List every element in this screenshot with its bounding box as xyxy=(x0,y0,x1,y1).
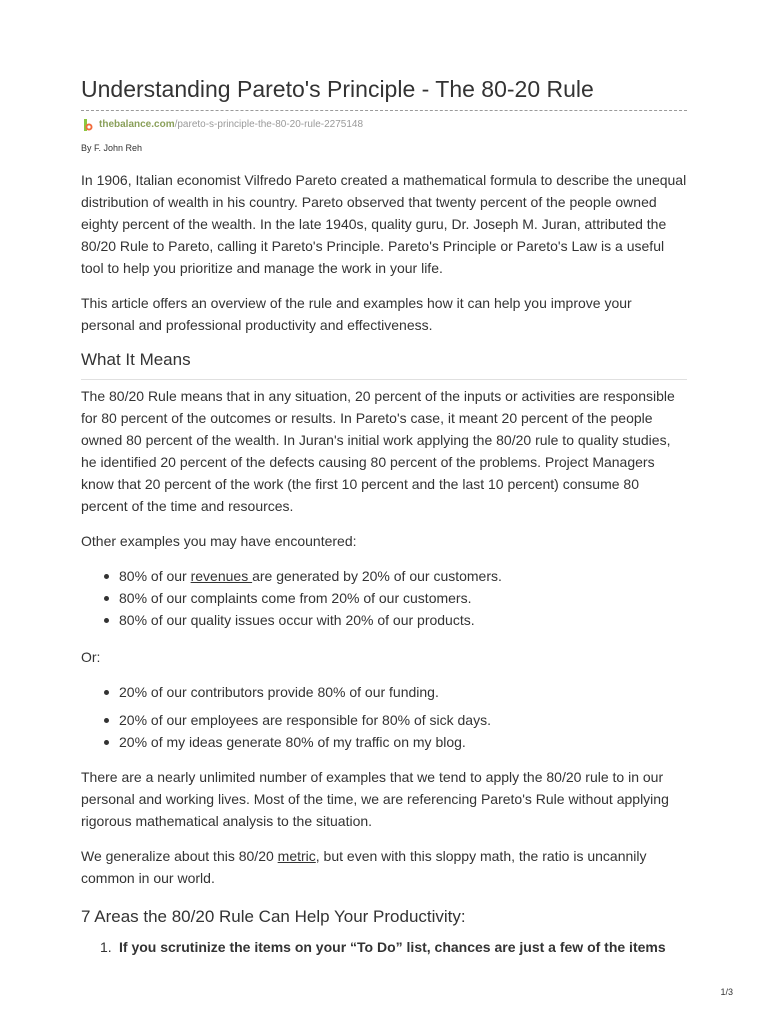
unlimited-examples-paragraph: There are a nearly unlimited number of examples that we tend to apply the 80/20 rule to in our personal and working lives. Most of the time, we are referencing Pareto's Rule without applying rigorous mathematical analysis to the situation. xyxy=(81,769,669,829)
source-domain[interactable]: thebalance.com xyxy=(99,119,175,130)
list-item xyxy=(119,565,687,587)
areas-list xyxy=(81,936,687,958)
section-heading-what-it-means: What It Means xyxy=(81,350,191,369)
examples-list xyxy=(81,565,687,631)
list-item-text: 80% of our xyxy=(119,568,191,584)
page-number: 1/3 xyxy=(720,987,733,997)
list-item-text: are generated by 20% of our customers. xyxy=(252,568,502,584)
examples-intro: Other examples you may have encountered: xyxy=(81,533,357,549)
or-label: Or: xyxy=(81,649,101,665)
list-item: 20% of our employees are responsible for 80% of sick days. xyxy=(119,709,687,731)
intro-paragraph-1: In 1906, Italian economist Vilfredo Pareto created a mathematical formula to describe the unequal distribution of wealth in his country. Pareto observed that twenty percent of the people owned eighty percent of the wealth. In the late 1940s, quality guru, Dr. Joseph M. Juran, attributed the 80/20 Rule to Pareto, calling it Pareto's Principle. Pareto's Principle or Pareto's Law is a useful tool to help you prioritize and manage the work in your life. xyxy=(81,172,687,276)
examples-list-2 xyxy=(81,681,687,753)
list-item: 80% of our quality issues occur with 20% of our products. xyxy=(119,609,687,631)
list-item: 80% of our complaints come from 20% of our customers. xyxy=(119,587,687,609)
revenues-link[interactable]: revenues xyxy=(190,568,253,584)
article xyxy=(81,0,687,958)
source-url[interactable] xyxy=(81,118,687,132)
metric-link[interactable]: metric xyxy=(277,848,316,864)
section-heading-7-areas: 7 Areas the 80/20 Rule Can Help Your Productivity: xyxy=(81,907,466,926)
source-path[interactable]: /pareto-s-principle-the-80-20-rule-2275148 xyxy=(174,119,364,130)
byline: By F. John Reh xyxy=(81,143,143,153)
title-divider xyxy=(81,110,687,111)
list-item: 20% of our contributors provide 80% of our funding. xyxy=(119,681,687,703)
list-item xyxy=(100,936,687,958)
intro-paragraph-2: This article offers an overview of the rule and examples how it can help you improve your personal and professional productivity and effectiveness. xyxy=(81,295,632,333)
article-title: Understanding Pareto's Principle - The 80-20 Rule xyxy=(81,76,594,102)
paragraph-text: , but even with this sloppy math, the ratio is uncannily common in our world. xyxy=(81,848,647,886)
generalize-paragraph xyxy=(81,845,687,889)
list-number: 1. xyxy=(100,939,112,955)
what-it-means-paragraph: The 80/20 Rule means that in any situation, 20 percent of the inputs or activities are responsible for 80 percent of the outcomes or results. In Pareto's case, it meant 20 percent of the people owned 80 percent of the wealth. In Juran's initial work applying the 80/20 rule to quality studies, he identified 20 percent of the defects causing 80 percent of the problems. Project Managers know that 20 percent of the work (the first 10 percent and the last 10 percent) consume 80 percent of the time and resources. xyxy=(81,388,675,514)
section-divider xyxy=(81,379,687,380)
paragraph-text: We generalize about this 80/20 xyxy=(81,848,278,864)
thebalance-logo-icon xyxy=(81,118,95,132)
list-item: 20% of my ideas generate 80% of my traffic on my blog. xyxy=(119,731,687,753)
list-item-text: If you scrutinize the items on your “To Do” list, chances are just a few of the items xyxy=(119,939,666,955)
